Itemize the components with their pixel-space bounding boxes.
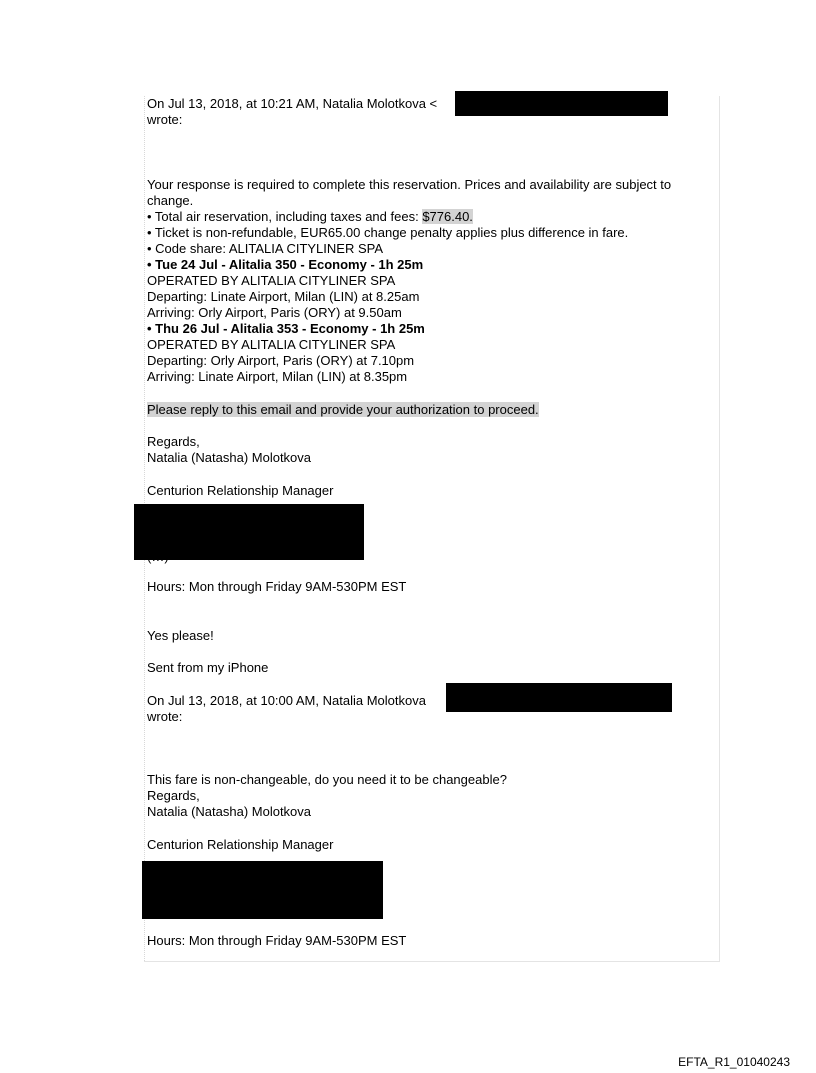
bullet-total: • Total air reservation, including taxes and fees: $776.40. [147,209,473,224]
email2-wrote: wrote: [147,709,183,724]
redaction-box [455,91,668,116]
please-reply: Please reply to this email and provide your authorization to proceed. [147,402,539,417]
reply-text: Yes please! [147,628,214,643]
total-price: $776.40. [422,209,473,224]
email1-header: On Jul 13, 2018, at 10:21 AM, Natalia Molotkova < [147,96,438,111]
intro-line-1: Your response is required to complete this reservation. Prices and availability are subject to [147,177,672,192]
email1-wrote: wrote: [147,112,183,127]
flight-2-operated: OPERATED BY ALITALIA CITYLINER SPA [147,337,396,352]
email2-body: This fare is non-changeable, do you need it to be changeable? [147,772,507,787]
flight-2-title: • Thu 26 Jul - Alitalia 353 - Economy - 1h 25m [147,321,425,336]
email2-regards: Regards, [147,788,200,803]
flight-1-departing: Departing: Linate Airport, Milan (LIN) at 8.25am [147,289,420,304]
email2-header: On Jul 13, 2018, at 10:00 AM, Natalia Molotkova [147,693,426,708]
flight-2-arriving: Arriving: Linate Airport, Milan (LIN) at 8.35pm [147,369,408,384]
email2-signature-title: Centurion Relationship Manager [147,837,334,852]
email2-hours: Hours: Mon through Friday 9AM-530PM EST [147,933,407,948]
flight-1-arriving: Arriving: Orly Airport, Paris (ORY) at 9.50am [147,305,402,320]
email1-signature-title: Centurion Relationship Manager [147,483,334,498]
email1-regards: Regards, [147,434,200,449]
bullet-codeshare: • Code share: ALITALIA CITYLINER SPA [147,241,384,256]
intro-line-2: change. [147,193,194,208]
flight-1-operated: OPERATED BY ALITALIA CITYLINER SPA [147,273,396,288]
email1-hours: Hours: Mon through Friday 9AM-530PM EST [147,579,407,594]
document-id: EFTA_R1_01040243 [678,1055,790,1069]
redaction-box [134,504,364,560]
sent-from: Sent from my iPhone [147,660,269,675]
redaction-box [142,861,383,919]
email2-signature-name: Natalia (Natasha) Molotkova [147,804,312,819]
bullet-ticket: • Ticket is non-refundable, EUR65.00 change penalty applies plus difference in fare. [147,225,629,240]
flight-1-title: • Tue 24 Jul - Alitalia 350 - Economy - 1h 25m [147,257,424,272]
email1-signature-name: Natalia (Natasha) Molotkova [147,450,312,465]
flight-2-departing: Departing: Orly Airport, Paris (ORY) at 7.10pm [147,353,415,368]
redaction-box [446,683,672,712]
